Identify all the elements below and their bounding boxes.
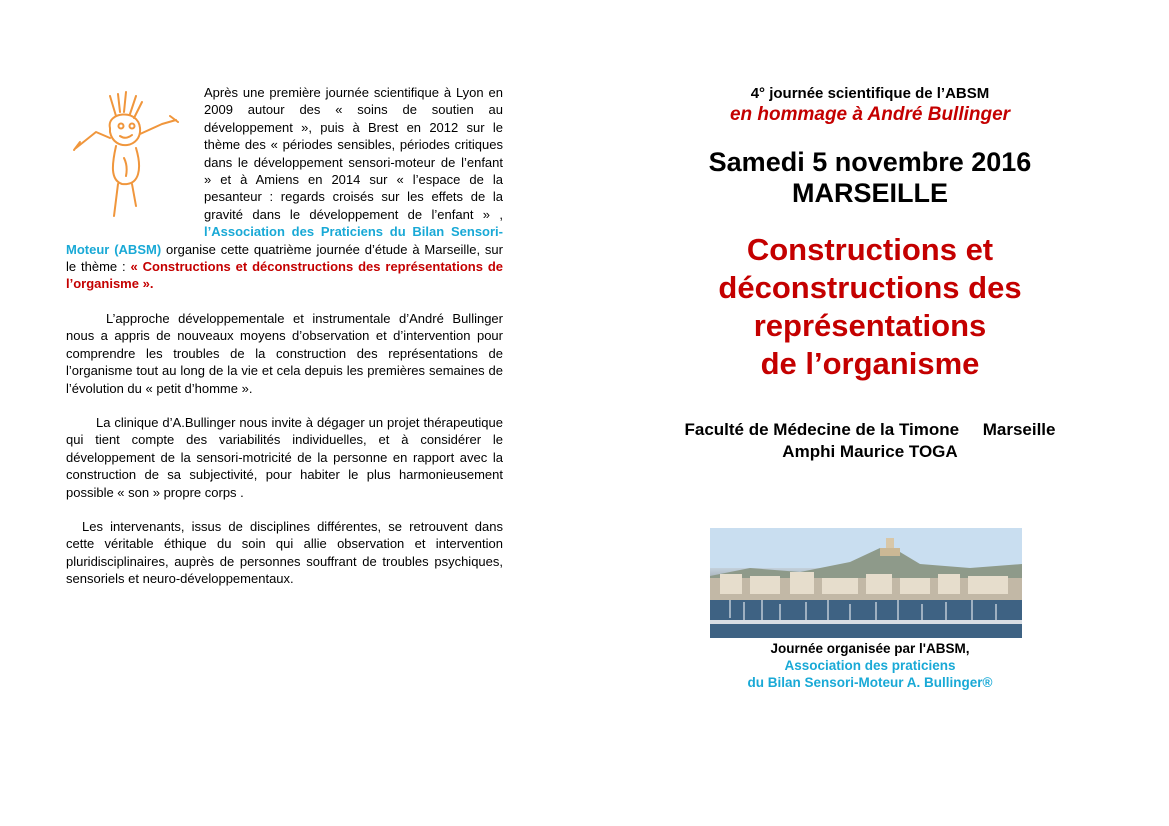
tribute-line: en hommage à André Bullinger bbox=[729, 104, 1011, 125]
event-date: Samedi 5 novembre 2016 bbox=[708, 147, 1032, 177]
room-line: Amphi Maurice TOGA bbox=[782, 442, 958, 461]
organise-text: organise cette quatrième journée d’étude à Marseille, sur le thème : bbox=[66, 241, 503, 275]
assoc-line-1: Association des praticiens bbox=[784, 658, 956, 673]
event-title bbox=[650, 231, 1090, 383]
marseille-harbour-photo bbox=[710, 528, 1022, 638]
approach-paragraph: L’approche développementale et instrumentale d’André Bullinger nous a appris de nouveaux moyens d’observation et d’intervention pour comprendre les troubles de la construction des représentations de l’organisme tout au long de la vie et cela depuis les premières semaines de l’évolution du « petit d’homme ». bbox=[66, 310, 503, 396]
title-line-3: représentations bbox=[753, 308, 987, 343]
left-column bbox=[66, 84, 503, 588]
clinic-paragraph: La clinique d’A.Bullinger nous invite à dégager un projet thérapeutique qui tient compte des variabilités individuelles, et à considérer le développement de la sensori-motricité de la personne en rapport avec la construction de sa subjectivité, pour habiter le plus harmonieusement possible « son » propre corps . bbox=[66, 414, 503, 500]
title-line-2: déconstructions des bbox=[718, 270, 1022, 305]
organised-by: Journée organisée par l'ABSM, bbox=[770, 641, 970, 656]
speakers-paragraph: Les intervenants, issus de disciplines différentes, se retrouvent dans cette véritable éthique du soin qui allie observation et intervention pluridisciplinaires, auprès de personnes souffrant de troubles psychiques, sensoriels et neuro-développementaux. bbox=[66, 518, 503, 587]
title-line-4: de l’organisme bbox=[760, 346, 980, 381]
venue-line: Faculté de Médecine de la Timone Marseille bbox=[684, 420, 1056, 439]
association-name: l’Association des Praticiens du Bilan Sensori-Moteur (ABSM) bbox=[66, 224, 503, 257]
title-line-1: Constructions et bbox=[746, 232, 994, 267]
event-city: MARSEILLE bbox=[791, 178, 948, 208]
harbour-illustration bbox=[710, 528, 1022, 638]
organiser-block bbox=[650, 640, 1090, 691]
child-drawing-figure bbox=[66, 88, 196, 220]
right-column bbox=[650, 84, 1090, 463]
intro-text: Après une première journée scientifique à Lyon en 2009 autour des « soins de soutien au développement », puis à Brest en 2012 sur le thème des « périodes sensibles, périodes critiques dans le développement sensori-moteur de l’enfant » et à Amiens en 2014 sur « l’espace de la pesanteur : regards croisés sur les effets de la gravité dans le développement de l’enfant » , bbox=[204, 85, 503, 222]
assoc-line-2: du Bilan Sensori-Moteur A. Bullinger® bbox=[747, 675, 993, 690]
theme-text: « Constructions et déconstructions des représentations de l’organisme » bbox=[66, 259, 503, 292]
edition-line: 4° journée scientifique de l’ABSM bbox=[750, 85, 990, 102]
theme-end: . bbox=[149, 276, 154, 292]
